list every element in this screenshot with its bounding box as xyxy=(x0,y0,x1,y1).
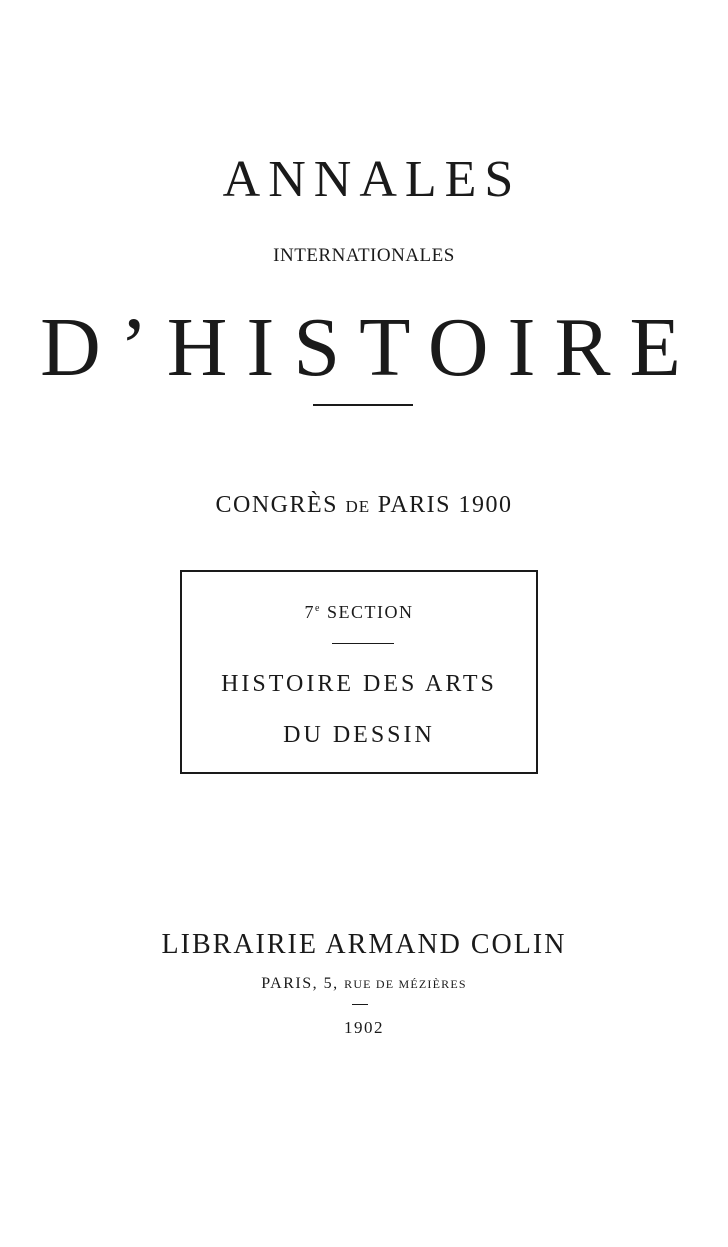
series-title-annales: ANNALES xyxy=(222,151,522,208)
section-number-suffix: e xyxy=(315,603,321,614)
section-number: 7 xyxy=(304,602,316,622)
section-subject-line1: HISTOIRE DES ARTS xyxy=(221,671,497,697)
section-divider xyxy=(332,643,394,644)
imprint-divider xyxy=(352,1004,368,1005)
series-title-histoire: D’HISTOIRE xyxy=(40,301,700,394)
publication-year: 1902 xyxy=(344,1018,384,1037)
congress-place-year: PARIS 1900 xyxy=(377,492,513,518)
congress-word: CONGRÈS xyxy=(215,492,339,518)
title-divider xyxy=(313,404,413,406)
section-subject-line2: DU DESSIN xyxy=(283,722,435,748)
publisher-address xyxy=(0,974,728,994)
publisher-name: LIBRAIRIE ARMAND COLIN xyxy=(161,929,567,960)
congress-line xyxy=(0,490,728,522)
series-title-internationales: INTERNATIONALES xyxy=(273,245,455,266)
section-box xyxy=(180,570,538,774)
address-street: RUE DE MÉZIÈRES xyxy=(344,977,467,991)
section-heading xyxy=(182,597,536,624)
section-label: SECTION xyxy=(326,602,414,622)
address-city: PARIS, 5, xyxy=(261,975,339,992)
congress-preposition: DE xyxy=(345,497,371,516)
